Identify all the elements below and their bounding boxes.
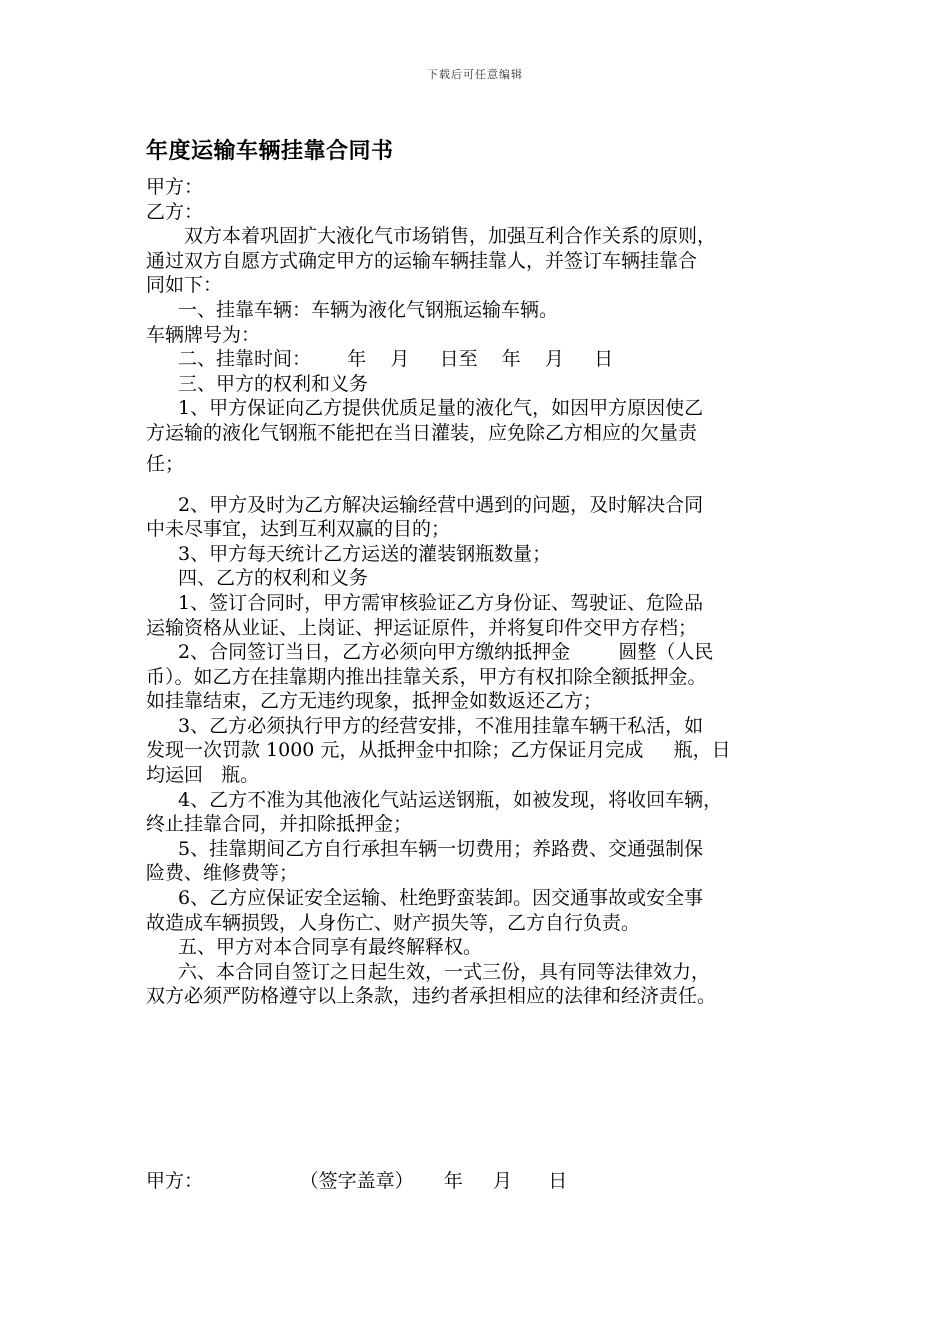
contract-line: 2、合同签订当日，乙方必须向甲方缴纳抵押金 圆整（人民 (178, 641, 714, 664)
contract-line: 如挂靠结束，乙方无违约现象，抵押金如数返还乙方； (146, 690, 603, 713)
contract-line: 同如下： (146, 274, 223, 297)
contract-line: 币）。如乙方在挂靠期内推出挂靠关系，甲方有权扣除全额抵押金。 (146, 665, 707, 688)
contract-line: 二、挂靠时间： 年 月 日至 年 月 日 (178, 348, 614, 371)
contract-line: 五、甲方对本合同享有最终解释权。 (178, 936, 483, 959)
contract-line: 3、甲方每天统计乙方运送的灌装钢瓶数量； (178, 542, 552, 565)
contract-line: 一、挂靠车辆：车辆为液化气钢瓶运输车辆。 (178, 298, 559, 321)
contract-line: 终止挂靠合同，并扣除抵押金； (146, 813, 413, 836)
contract-line: 1、签订合同时，甲方需审核验证乙方身份证、驾驶证、危险品 (178, 591, 704, 614)
contract-line: 双方本着巩固扩大液化气市场销售，加强互利合作关系的原则， (184, 225, 717, 248)
contract-line: 险费、维修费等； (146, 862, 299, 885)
contract-line: 通过双方自愿方式确定甲方的运输车辆挂靠人，并签订车辆挂靠合 (146, 249, 698, 272)
contract-line: 6、乙方应保证安全运输、杜绝野蛮装卸。因交通事故或安全事 (178, 887, 704, 910)
contract-line: 1、甲方保证向乙方提供优质足量的液化气，如因甲方原因使乙 (178, 397, 704, 420)
header-note: 下载后可任意编辑 (427, 68, 523, 81)
contract-body (146, 175, 828, 1009)
contract-line: 故造成车辆损毁，人身伤亡、财产损失等，乙方自行负责。 (146, 911, 641, 934)
contract-line: 方运输的液化气钢瓶不能把在当日灌装，应免除乙方相应的欠量责 (146, 421, 698, 444)
contract-line: 3、乙方必须执行甲方的经营安排，不准用挂靠车辆干私活，如 (178, 714, 704, 737)
contract-line: 甲方： (146, 176, 204, 198)
contract-line: 2、甲方及时为乙方解决运输经营中遇到的问题，及时解决合同 (178, 493, 704, 516)
contract-line: 运输资格从业证、上岗证、押运证原件，并将复印件交甲方存档； (146, 616, 698, 639)
contract-line: 三、甲方的权利和义务 (178, 372, 369, 395)
contract-line: 四、乙方的权利和义务 (178, 567, 369, 590)
contract-line: 均运回 瓶。 (146, 764, 260, 787)
contract-line: 六、本合同自签订之日起生效，一式三份，具有同等法律效力， (178, 960, 711, 983)
contract-line: 5、挂靠期间乙方自行承担车辆一切费用；养路费、交通强制保 (178, 837, 704, 860)
signature-line: 甲方： （签字盖章） 年 月 日 (146, 1170, 568, 1192)
document-title: 年度运输车辆挂靠合同书 (146, 138, 394, 164)
contract-line: 中未尽事宜，达到互利双赢的目的； (146, 518, 451, 541)
contract-line: 任； (146, 452, 185, 475)
contract-line: 发现一次罚款 1000 元，从抵押金中扣除；乙方保证月完成 瓶，日 (146, 739, 731, 762)
contract-line: 4、乙方不准为其他液化气站运送钢瓶，如被发现，将收回车辆， (178, 788, 723, 811)
contract-line: 双方必须严防格遵守以上条款，违约者承担相应的法律和经济责任。 (146, 985, 717, 1008)
contract-line: 车辆牌号为： (146, 323, 261, 346)
contract-line: 乙方： (146, 200, 204, 223)
